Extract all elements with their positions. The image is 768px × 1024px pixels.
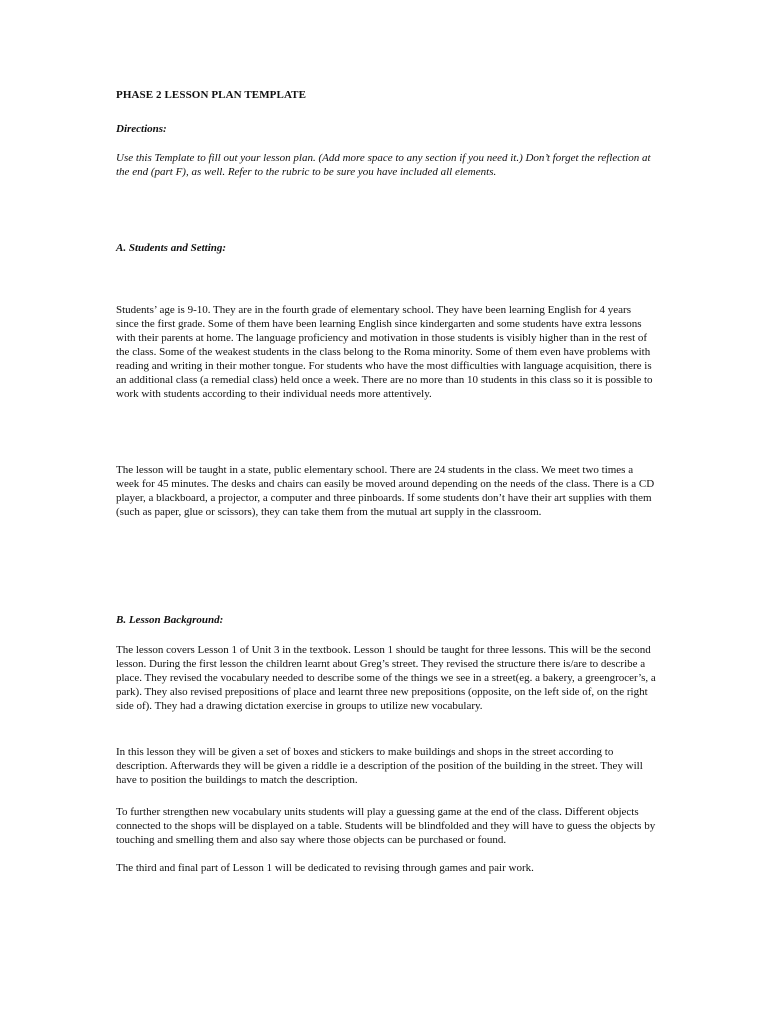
section-b-paragraph-1: The lesson covers Lesson 1 of Unit 3 in the textbook. Lesson 1 should be taught for three lessons. This will be the second lesson. During the first lesson the children learnt about Greg’s street. They revised the structure there is/are to describe a place. They revised the vocabulary needed to describe some of the things we see in a street(eg. a bakery, a greengrocer’s, a park). They also revised prepositions of place and learnt three new prepositions (opposite, on the left side of, on the right side of). They had a drawing dictation exercise in groups to utilize new vocabulary. <box>116 644 656 712</box>
section-a-heading: A. Students and Setting: <box>116 242 227 254</box>
section-b-heading: B. Lesson Background: <box>116 614 224 626</box>
section-a-paragraph-1: Students’ age is 9-10. They are in the fourth grade of elementary school. They have been learning English for 4 years since the first grade. Some of them have been learning English since kindergarten and some students have extra lessons with their parents at home. The language proficiency and motivation in those students is visibly higher than in the rest of the class. Some of the weakest students in the class belong to the Roma minority. Some of them even have problems with reading and writing in their mother tongue. For students who have the most difficulties with language acquisition, there is an additional class (a remedial class) held once a week. There are no more than 10 students in this class so it is possible to work with students according to their individual needs more attentively. <box>116 304 653 400</box>
directions-text: Use this Template to fill out your lesson plan. (Add more space to any section if you need it.) Don’t forget the reflection at the end (part F), as well. Refer to the rubric to be sure you have included all elements. <box>116 152 651 178</box>
directions-heading: Directions: <box>116 123 167 135</box>
section-a-paragraph-2: The lesson will be taught in a state, public elementary school. There are 24 students in the class. We meet two times a week for 45 minutes. The desks and chairs can easily be moved around depending on the needs of the class. There is a CD player, a blackboard, a projector, a computer and three pinboards. If some students don’t have their art supplies with them (such as paper, glue or scissors), they can take them from the mutual art supply in the classroom. <box>116 464 655 518</box>
document-title: PHASE 2 LESSON PLAN TEMPLATE <box>116 89 307 101</box>
section-b-paragraph-4: The third and final part of Lesson 1 will be dedicated to revising through games and pair work. <box>116 862 534 874</box>
section-b-paragraph-3: To further strengthen new vocabulary units students will play a guessing game at the end of the class. Different objects connected to the shops will be displayed on a table. Students will be blindfolded and they will have to guess the objects by touching and smelling them and also say where those objects can be purchased or found. <box>116 806 656 846</box>
section-b-paragraph-2: In this lesson they will be given a set of boxes and stickers to make buildings and shops in the street according to description. Afterwards they will be given a riddle ie a description of the position of the building in the street. They will have to position the buildings to match the description. <box>116 746 643 786</box>
